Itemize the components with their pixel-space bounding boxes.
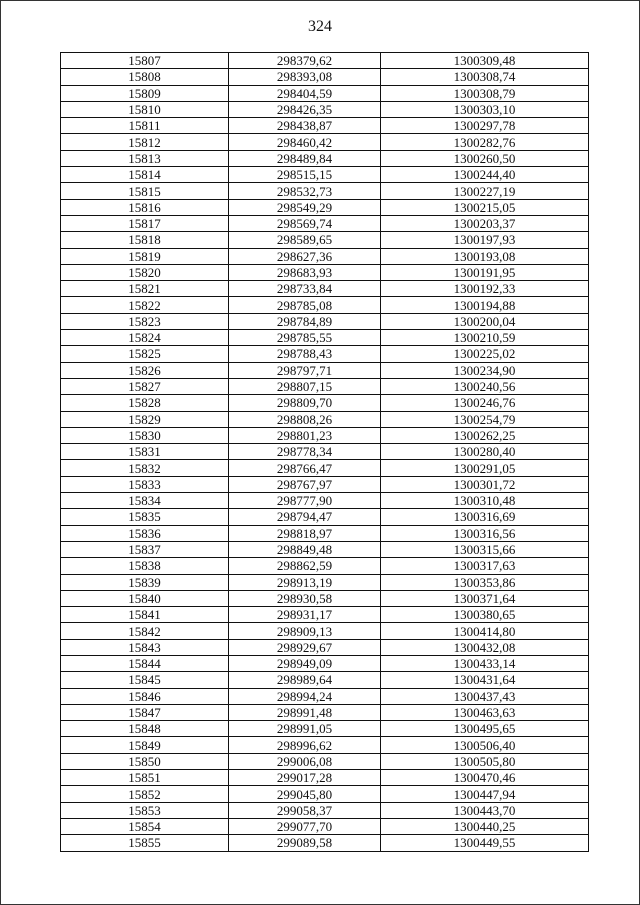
point-number-cell: 15823	[61, 313, 229, 329]
table-row	[61, 607, 589, 623]
point-number-cell: 15825	[61, 346, 229, 362]
y-coordinate-cell: 1300317,63	[381, 558, 589, 574]
table-row	[61, 118, 589, 134]
y-coordinate-cell: 1300227,19	[381, 183, 589, 199]
y-coordinate-cell: 1300414,80	[381, 623, 589, 639]
table-row	[61, 330, 589, 346]
point-number-cell: 15813	[61, 150, 229, 166]
x-coordinate-cell: 298808,26	[229, 411, 381, 427]
table-row	[61, 753, 589, 769]
x-coordinate-cell: 299089,58	[229, 835, 381, 851]
y-coordinate-cell: 1300316,69	[381, 509, 589, 525]
table-row	[61, 85, 589, 101]
table-row	[61, 786, 589, 802]
x-coordinate-cell: 298767,97	[229, 476, 381, 492]
table-row	[61, 264, 589, 280]
point-number-cell: 15815	[61, 183, 229, 199]
x-coordinate-cell: 298438,87	[229, 118, 381, 134]
point-number-cell: 15814	[61, 167, 229, 183]
x-coordinate-cell: 298989,64	[229, 672, 381, 688]
point-number-cell: 15836	[61, 525, 229, 541]
table-row	[61, 460, 589, 476]
table-row	[61, 558, 589, 574]
table-row	[61, 297, 589, 313]
x-coordinate-cell: 298549,29	[229, 199, 381, 215]
y-coordinate-cell: 1300215,05	[381, 199, 589, 215]
x-coordinate-cell: 298818,97	[229, 525, 381, 541]
y-coordinate-cell: 1300506,40	[381, 737, 589, 753]
y-coordinate-cell: 1300437,43	[381, 688, 589, 704]
table-row	[61, 672, 589, 688]
x-coordinate-cell: 299006,08	[229, 753, 381, 769]
x-coordinate-cell: 298569,74	[229, 215, 381, 231]
y-coordinate-cell: 1300244,40	[381, 167, 589, 183]
table-row	[61, 378, 589, 394]
x-coordinate-cell: 298515,15	[229, 167, 381, 183]
x-coordinate-cell: 298996,62	[229, 737, 381, 753]
x-coordinate-cell: 298949,09	[229, 655, 381, 671]
point-number-cell: 15812	[61, 134, 229, 150]
y-coordinate-cell: 1300282,76	[381, 134, 589, 150]
table-row	[61, 655, 589, 671]
y-coordinate-cell: 1300495,65	[381, 721, 589, 737]
point-number-cell: 15854	[61, 818, 229, 834]
y-coordinate-cell: 1300447,94	[381, 786, 589, 802]
x-coordinate-cell: 299017,28	[229, 770, 381, 786]
y-coordinate-cell: 1300443,70	[381, 802, 589, 818]
point-number-cell: 15840	[61, 590, 229, 606]
y-coordinate-cell: 1300449,55	[381, 835, 589, 851]
x-coordinate-cell: 298991,48	[229, 704, 381, 720]
x-coordinate-cell: 298532,73	[229, 183, 381, 199]
y-coordinate-cell: 1300280,40	[381, 444, 589, 460]
point-number-cell: 15853	[61, 802, 229, 818]
point-number-cell: 15849	[61, 737, 229, 753]
y-coordinate-cell: 1300470,46	[381, 770, 589, 786]
table-row	[61, 525, 589, 541]
x-coordinate-cell: 298627,36	[229, 248, 381, 264]
y-coordinate-cell: 1300297,78	[381, 118, 589, 134]
point-number-cell: 15839	[61, 574, 229, 590]
x-coordinate-cell: 298809,70	[229, 395, 381, 411]
point-number-cell: 15827	[61, 378, 229, 394]
y-coordinate-cell: 1300197,93	[381, 232, 589, 248]
y-coordinate-cell: 1300262,25	[381, 427, 589, 443]
y-coordinate-cell: 1300432,08	[381, 639, 589, 655]
table-row	[61, 623, 589, 639]
table-row	[61, 835, 589, 851]
table-row	[61, 248, 589, 264]
point-number-cell: 15818	[61, 232, 229, 248]
point-number-cell: 15807	[61, 53, 229, 69]
y-coordinate-cell: 1300194,88	[381, 297, 589, 313]
point-number-cell: 15826	[61, 362, 229, 378]
point-number-cell: 15809	[61, 85, 229, 101]
table-row	[61, 444, 589, 460]
x-coordinate-cell: 298784,89	[229, 313, 381, 329]
point-number-cell: 15821	[61, 281, 229, 297]
table-row	[61, 362, 589, 378]
table-row	[61, 721, 589, 737]
table-row	[61, 590, 589, 606]
point-number-cell: 15816	[61, 199, 229, 215]
x-coordinate-cell: 298404,59	[229, 85, 381, 101]
coordinates-table	[60, 52, 589, 852]
point-number-cell: 15842	[61, 623, 229, 639]
table-row	[61, 101, 589, 117]
point-number-cell: 15811	[61, 118, 229, 134]
x-coordinate-cell: 298766,47	[229, 460, 381, 476]
y-coordinate-cell: 1300309,48	[381, 53, 589, 69]
y-coordinate-cell: 1300260,50	[381, 150, 589, 166]
point-number-cell: 15833	[61, 476, 229, 492]
x-coordinate-cell: 299045,80	[229, 786, 381, 802]
table-row	[61, 802, 589, 818]
y-coordinate-cell: 1300193,08	[381, 248, 589, 264]
x-coordinate-cell: 298778,34	[229, 444, 381, 460]
x-coordinate-cell: 298849,48	[229, 541, 381, 557]
point-number-cell: 15852	[61, 786, 229, 802]
point-number-cell: 15844	[61, 655, 229, 671]
table-row	[61, 493, 589, 509]
point-number-cell: 15831	[61, 444, 229, 460]
point-number-cell: 15828	[61, 395, 229, 411]
x-coordinate-cell: 298589,65	[229, 232, 381, 248]
x-coordinate-cell: 298909,13	[229, 623, 381, 639]
page-number: 324	[308, 18, 332, 35]
point-number-cell: 15832	[61, 460, 229, 476]
table-body	[61, 53, 589, 852]
point-number-cell: 15810	[61, 101, 229, 117]
table-row	[61, 688, 589, 704]
y-coordinate-cell: 1300310,48	[381, 493, 589, 509]
table-row	[61, 313, 589, 329]
table-row	[61, 53, 589, 69]
y-coordinate-cell: 1300315,66	[381, 541, 589, 557]
x-coordinate-cell: 299058,37	[229, 802, 381, 818]
y-coordinate-cell: 1300191,95	[381, 264, 589, 280]
y-coordinate-cell: 1300440,25	[381, 818, 589, 834]
y-coordinate-cell: 1300463,63	[381, 704, 589, 720]
x-coordinate-cell: 298807,15	[229, 378, 381, 394]
y-coordinate-cell: 1300353,86	[381, 574, 589, 590]
table-row	[61, 199, 589, 215]
y-coordinate-cell: 1300308,79	[381, 85, 589, 101]
y-coordinate-cell: 1300380,65	[381, 607, 589, 623]
x-coordinate-cell: 298931,17	[229, 607, 381, 623]
table-row	[61, 215, 589, 231]
point-number-cell: 15829	[61, 411, 229, 427]
table-row	[61, 737, 589, 753]
point-number-cell: 15838	[61, 558, 229, 574]
x-coordinate-cell: 298801,23	[229, 427, 381, 443]
y-coordinate-cell: 1300246,76	[381, 395, 589, 411]
x-coordinate-cell: 298930,58	[229, 590, 381, 606]
x-coordinate-cell: 298794,47	[229, 509, 381, 525]
point-number-cell: 15834	[61, 493, 229, 509]
point-number-cell: 15837	[61, 541, 229, 557]
point-number-cell: 15843	[61, 639, 229, 655]
point-number-cell: 15841	[61, 607, 229, 623]
x-coordinate-cell: 298929,67	[229, 639, 381, 655]
x-coordinate-cell: 298733,84	[229, 281, 381, 297]
table-row	[61, 574, 589, 590]
table-row	[61, 232, 589, 248]
point-number-cell: 15830	[61, 427, 229, 443]
x-coordinate-cell: 298991,05	[229, 721, 381, 737]
x-coordinate-cell: 298994,24	[229, 688, 381, 704]
x-coordinate-cell: 298489,84	[229, 150, 381, 166]
x-coordinate-cell: 298426,35	[229, 101, 381, 117]
point-number-cell: 15808	[61, 69, 229, 85]
x-coordinate-cell: 298788,43	[229, 346, 381, 362]
x-coordinate-cell: 298379,62	[229, 53, 381, 69]
x-coordinate-cell: 298777,90	[229, 493, 381, 509]
y-coordinate-cell: 1300200,04	[381, 313, 589, 329]
x-coordinate-cell: 298785,55	[229, 330, 381, 346]
table-row	[61, 704, 589, 720]
point-number-cell: 15847	[61, 704, 229, 720]
point-number-cell: 15835	[61, 509, 229, 525]
x-coordinate-cell: 298785,08	[229, 297, 381, 313]
y-coordinate-cell: 1300301,72	[381, 476, 589, 492]
x-coordinate-cell: 298393,08	[229, 69, 381, 85]
y-coordinate-cell: 1300308,74	[381, 69, 589, 85]
table-row	[61, 509, 589, 525]
x-coordinate-cell: 298683,93	[229, 264, 381, 280]
y-coordinate-cell: 1300192,33	[381, 281, 589, 297]
y-coordinate-cell: 1300505,80	[381, 753, 589, 769]
table-row	[61, 770, 589, 786]
table-row	[61, 167, 589, 183]
y-coordinate-cell: 1300371,64	[381, 590, 589, 606]
y-coordinate-cell: 1300234,90	[381, 362, 589, 378]
y-coordinate-cell: 1300240,56	[381, 378, 589, 394]
point-number-cell: 15822	[61, 297, 229, 313]
table-row	[61, 281, 589, 297]
y-coordinate-cell: 1300291,05	[381, 460, 589, 476]
table-row	[61, 411, 589, 427]
table-row	[61, 183, 589, 199]
y-coordinate-cell: 1300254,79	[381, 411, 589, 427]
point-number-cell: 15817	[61, 215, 229, 231]
x-coordinate-cell: 298797,71	[229, 362, 381, 378]
table-row	[61, 395, 589, 411]
table-row	[61, 818, 589, 834]
point-number-cell: 15855	[61, 835, 229, 851]
y-coordinate-cell: 1300433,14	[381, 655, 589, 671]
table-row	[61, 476, 589, 492]
x-coordinate-cell: 298460,42	[229, 134, 381, 150]
x-coordinate-cell: 298913,19	[229, 574, 381, 590]
point-number-cell: 15820	[61, 264, 229, 280]
table-row	[61, 134, 589, 150]
y-coordinate-cell: 1300210,59	[381, 330, 589, 346]
point-number-cell: 15824	[61, 330, 229, 346]
table-row	[61, 427, 589, 443]
point-number-cell: 15851	[61, 770, 229, 786]
point-number-cell: 15845	[61, 672, 229, 688]
x-coordinate-cell: 298862,59	[229, 558, 381, 574]
table-row	[61, 346, 589, 362]
y-coordinate-cell: 1300316,56	[381, 525, 589, 541]
table-row	[61, 639, 589, 655]
table-row	[61, 150, 589, 166]
y-coordinate-cell: 1300431,64	[381, 672, 589, 688]
y-coordinate-cell: 1300303,10	[381, 101, 589, 117]
point-number-cell: 15848	[61, 721, 229, 737]
y-coordinate-cell: 1300203,37	[381, 215, 589, 231]
point-number-cell: 15846	[61, 688, 229, 704]
y-coordinate-cell: 1300225,02	[381, 346, 589, 362]
x-coordinate-cell: 299077,70	[229, 818, 381, 834]
point-number-cell: 15850	[61, 753, 229, 769]
table-row	[61, 541, 589, 557]
point-number-cell: 15819	[61, 248, 229, 264]
table-row	[61, 69, 589, 85]
